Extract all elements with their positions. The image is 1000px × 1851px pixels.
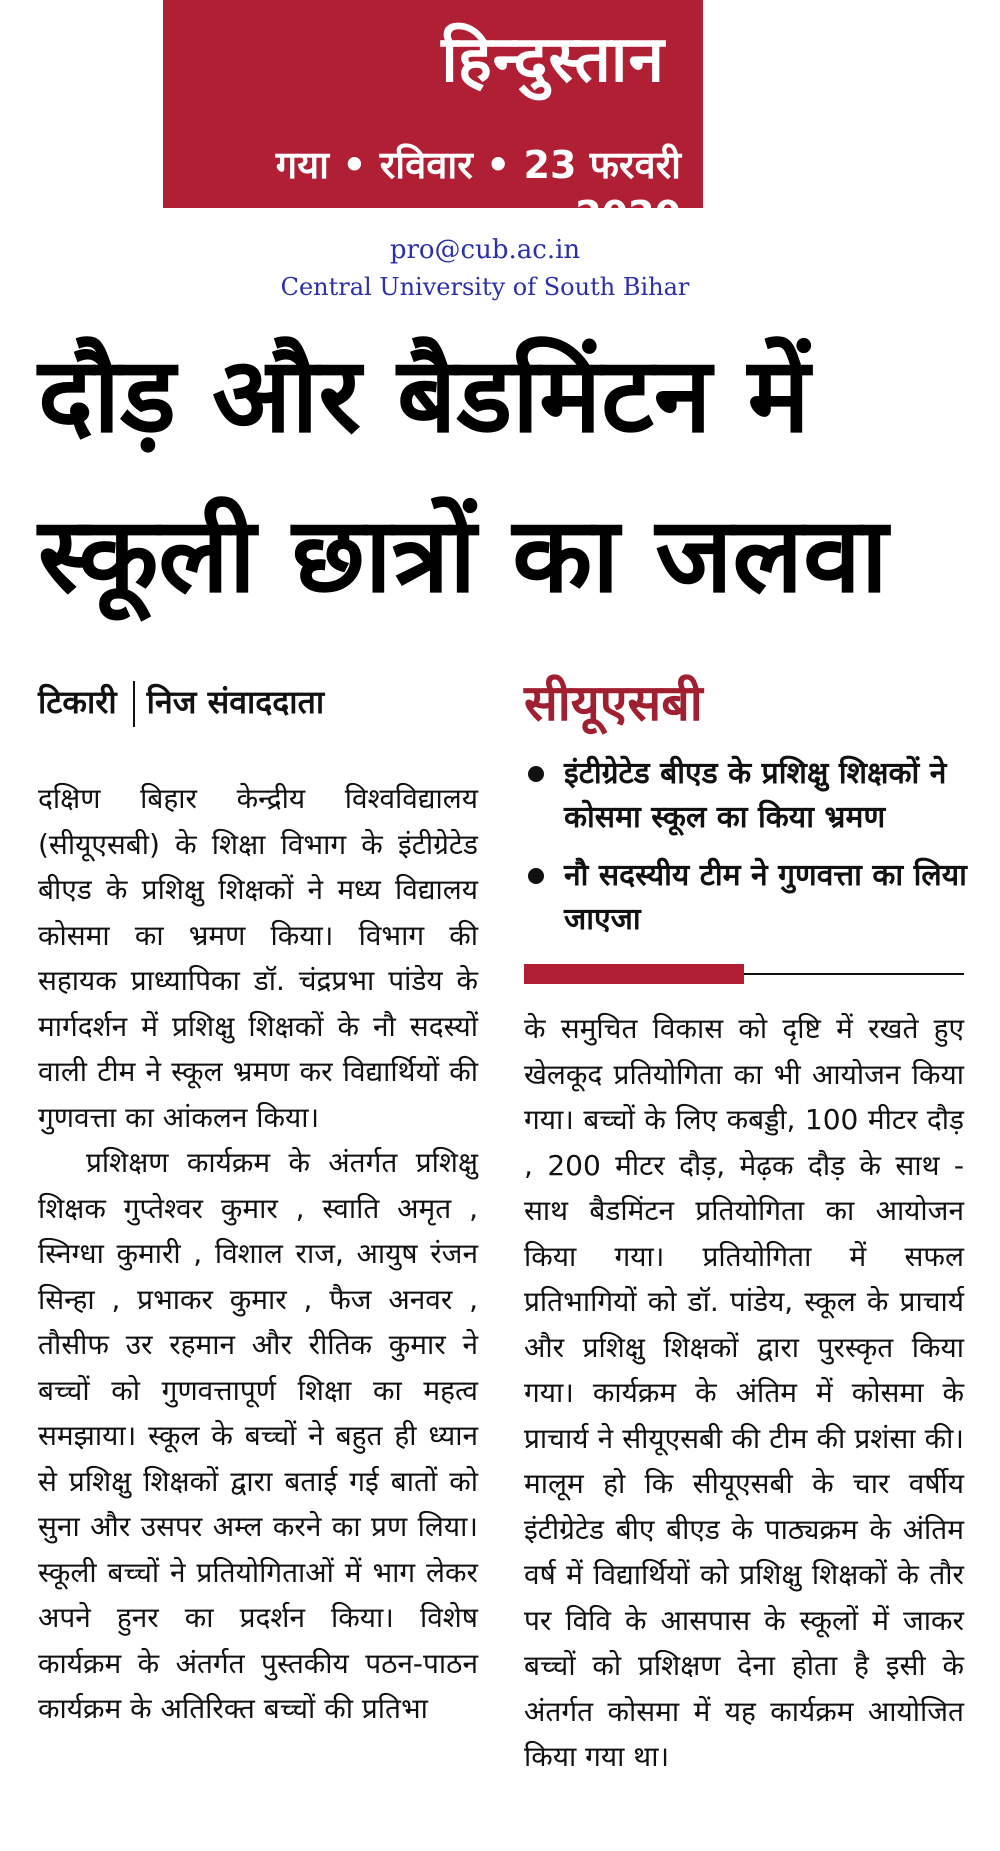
- highlights-list: [524, 752, 974, 956]
- byline-divider: [133, 681, 135, 727]
- headline-line-1: दौड़ और बैडमिंटन में: [38, 334, 810, 456]
- highlight-item: [524, 854, 974, 942]
- bullet-icon: [528, 868, 544, 884]
- source-email: pro@cub.ac.in: [389, 235, 581, 265]
- highlight-text: नौ सदस्यीय टीम ने गुणवत्ता का लिया जाएजा: [564, 858, 967, 937]
- headline-line-2: स्कूली छात्रों का जलवा: [38, 494, 888, 616]
- newspaper-masthead: [163, 0, 703, 237]
- dateline: गया • रविवार • 23 फरवरी 2020: [275, 143, 681, 237]
- byline: [38, 680, 324, 727]
- highlight-text: इंटीग्रेटेड बीएड के प्रशिक्षु शिक्षकों ने कोसमा स्कूल का किया भ्रमण: [564, 756, 947, 835]
- byline-place: टिकारी: [38, 683, 117, 721]
- newspaper-name: हिन्दुस्तान: [441, 23, 665, 97]
- kicker: सीयूएसबी: [524, 674, 703, 732]
- bullet-icon: [528, 766, 544, 782]
- article-paragraph: के समुचित विकास को दृष्टि में रखते हुए खेलकूद प्रतियोगिता का भी आयोजन किया गया। बच्चों के लिए कबड्डी, 100 मीटर दौड़ , 200 मीटर दौड़, मेढ़क दौड़ के साथ - साथ बैडमिंटन प्रतियोगिता का आयोजन किया गया। प्रतियोगिता में सफल प्रतिभागियों को डॉ. पांडेय, स्कूल के प्राचार्य और प्रशिक्षु शिक्षकों द्वारा पुरस्कृत किया गया। कार्यक्रम के अंतिम में कोसमा के प्राचार्य ने सीयूएसबी की टीम की प्रशंसा की। मालूम हो कि सीयूएसबी के चार वर्षीय इंटीग्रेटेड बीए बीएड के पाठ्यक्रम के अंतिम वर्ष में विद्यार्थियों को प्रशिक्षु शिक्षकों के तौर पर विवि के आसपास के स्कूलों में जाकर बच्चों को प्रशिक्षण देना होता है इसी के अंतर्गत कोसमा में यह कार्यक्रम आयोजित किया गया था।: [524, 1012, 964, 1773]
- article-column-left: [38, 776, 478, 1732]
- byline-reporter: निज संवाददाता: [146, 683, 325, 721]
- source-university: Central University of South Bihar: [280, 273, 690, 301]
- article-column-right: [524, 1006, 964, 1780]
- article-paragraph: प्रशिक्षण कार्यक्रम के अंतर्गत प्रशिक्षु शिक्षक गुप्तेश्वर कुमार , स्वाति अमृत , स्निग्धा कुमारी , विशाल राज, आयुष रंजन सिन्हा , प्रभाकर कुमार , फैज अनवर , तौसीफ उर रहमान और रीतिक कुमार ने बच्चों को गुणवत्तापूर्ण शिक्षा का महत्व समझाया। स्कूल के बच्चों ने बहुत ही ध्यान से प्रशिक्षु शिक्षकों द्वारा बताई गई बातों को सुना और उसपर अम्ल करने का प्रण लिया। स्कूली बच्चों ने प्रतियोगिताओं में भाग लेकर अपने हुनर का प्रदर्शन किया। विशेष कार्यक्रम के अंतर्गत पुस्तकीय पठन-पाठन कार्यक्रम के अतिरिक्त बच्चों की प्रतिभा: [38, 1146, 478, 1725]
- section-rule-accent: [524, 964, 744, 984]
- article-paragraph: दक्षिण बिहार केन्द्रीय विश्वविद्यालय (सीयूएसबी) के शिक्षा विभाग के इंटीग्रेटेड बीएड के प्रशिक्षु शिक्षकों ने मध्य विद्यालय कोसमा का भ्रमण किया। विभाग की सहायक प्राध्यापिका डॉ. चंद्रप्रभा पांडेय के मार्गदर्शन में प्रशिक्षु शिक्षकों के नौ सदस्यों वाली टीम ने स्कूल भ्रमण कर विद्यार्थियों की गुणवत्ता का आंकलन किया।: [38, 782, 478, 1134]
- section-rule-line: [744, 973, 964, 975]
- highlight-item: [524, 752, 974, 840]
